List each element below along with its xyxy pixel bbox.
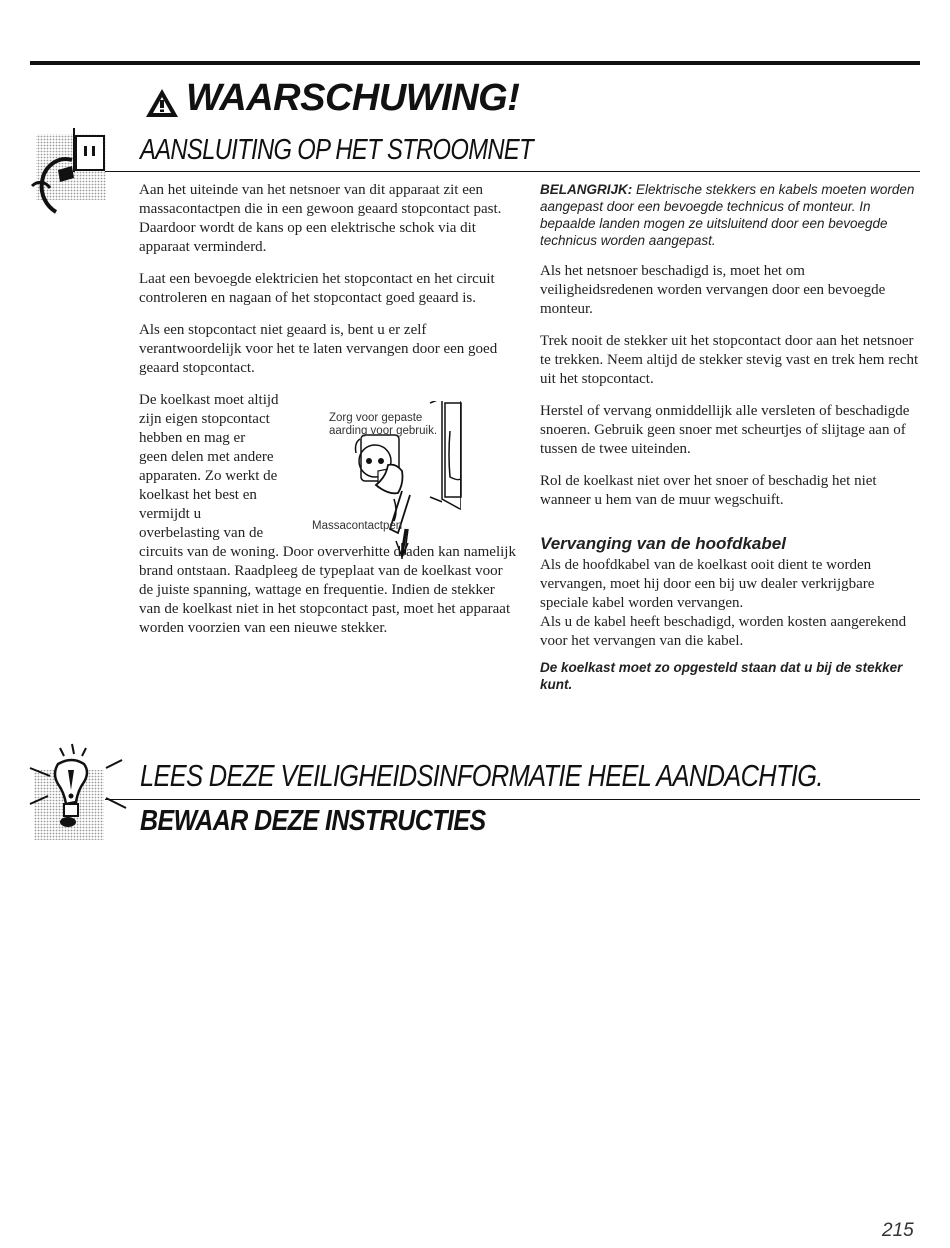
section-title: AANSLUITING OP HET STROOMNET: [140, 134, 533, 166]
warning-triangle-icon: [145, 88, 179, 118]
left-paragraph-3: Als een stopcontact niet geaard is, bent u er zelf verantwoordelijk voor het te laten vervangen door een goed geaard stopcontact.: [139, 322, 498, 376]
warning-title: WAARSCHUWING!: [186, 77, 520, 119]
earth-caption-line-1: Zorg voor gepaste: [329, 412, 423, 424]
section-rule: [105, 171, 920, 172]
save-instructions-title: BEWAAR DEZE INSTRUCTIES: [140, 805, 486, 837]
wrap-line: De koelkast moet altijd: [139, 392, 279, 408]
plug-caption: Massacontactpen: [312, 520, 403, 532]
wrap-line: apparaten. Zo werkt de: [139, 468, 278, 484]
important-label: BELANGRIJK:: [540, 182, 633, 197]
wrap-line: vermijdt u: [139, 506, 202, 522]
left-paragraph-1: Aan het uiteinde van het netsnoer van dit apparaat zit een massacontactpen die in een gewoon geaard stopcontact past. Daardoor wordt de kans op een elektrische schok via dit apparaat verminderd.: [139, 182, 502, 255]
wrap-line: zijn eigen stopcontact: [139, 411, 270, 427]
wrap-line: koelkast het best en: [139, 487, 257, 503]
sub-paragraph-1: Als de hoofdkabel van de koelkast ooit dient te worden vervangen, moet hij door een bij uw dealer verkrijgbare speciale kabel worden vervangen.: [540, 557, 875, 611]
right-paragraph-4: Rol de koelkast niet over het snoer of beschadig het niet wanneer u hem van de muur wegschuift.: [540, 473, 877, 508]
light-bulb-exclamation-icon: [28, 742, 128, 842]
read-carefully-title: LEES DEZE VEILIGHEIDSINFORMATIE HEEL AANDACHTIG.: [140, 758, 823, 793]
important-text: Elektrische stekkers en kabels moeten worden aangepast door een bevoegde technicus of monteur. In bepaalde landen mogen ze uitsluitend door een bevoegde technicus worden aangepast.: [540, 182, 915, 248]
important-note: [540, 181, 920, 249]
right-paragraph-2: Trek nooit de stekker uit het stopcontact door aan het netsnoer te trekken. Neem altijd de stekker stevig vast en trek hem recht uit het stopcontact.: [540, 333, 919, 387]
footer-rule: [105, 799, 920, 800]
left-paragraph-2: Laat een bevoegde elektricien het stopcontact en het circuit controleren en nagaan of het stopcontact goed geaard is.: [139, 271, 495, 306]
wrap-line: hebben en mag er: [139, 430, 246, 446]
wrap-line: overbelasting van de: [139, 525, 264, 541]
right-column: [540, 181, 920, 693]
right-paragraph-3: Herstel of vervang onmiddellijk alle versleten of beschadigde snoeren. Gebruik geen snoer met scheurtjes of slijtage aan of tussen de twee uiteinden.: [540, 403, 910, 457]
top-rule: [30, 61, 920, 65]
right-paragraph-1: Als het netsnoer beschadigd is, moet het om veiligheidsredenen worden vervangen door een bevoegde monteur.: [540, 263, 886, 317]
page-number: 215: [882, 1220, 914, 1241]
wrap-rest: circuits van de woning. Door oververhitte draden kan namelijk brand ontstaan. Raadpleeg de typeplaat van de koelkast voor de juiste spanning, wattage en frequentie. Indien de stekker van de koelkast niet in het stopcontact past, moet het apparaat worden voorzien van een nieuwe stekker.: [139, 544, 516, 636]
sub-paragraph-2: Als u de kabel heeft beschadigd, worden kosten aangerekend voor het vervangen van die kabel.: [540, 614, 907, 649]
plug-outlet-icon: [28, 126, 110, 218]
earth-caption-line-2: aarding voor gebruik.: [329, 425, 438, 437]
bold-note: De koelkast moet zo opgesteld staan dat u bij de stekker kunt.: [540, 660, 903, 692]
subheading: Vervanging van de hoofdkabel: [540, 534, 786, 553]
earth-caption: [329, 412, 437, 438]
wrap-line: geen delen met andere: [139, 449, 274, 465]
